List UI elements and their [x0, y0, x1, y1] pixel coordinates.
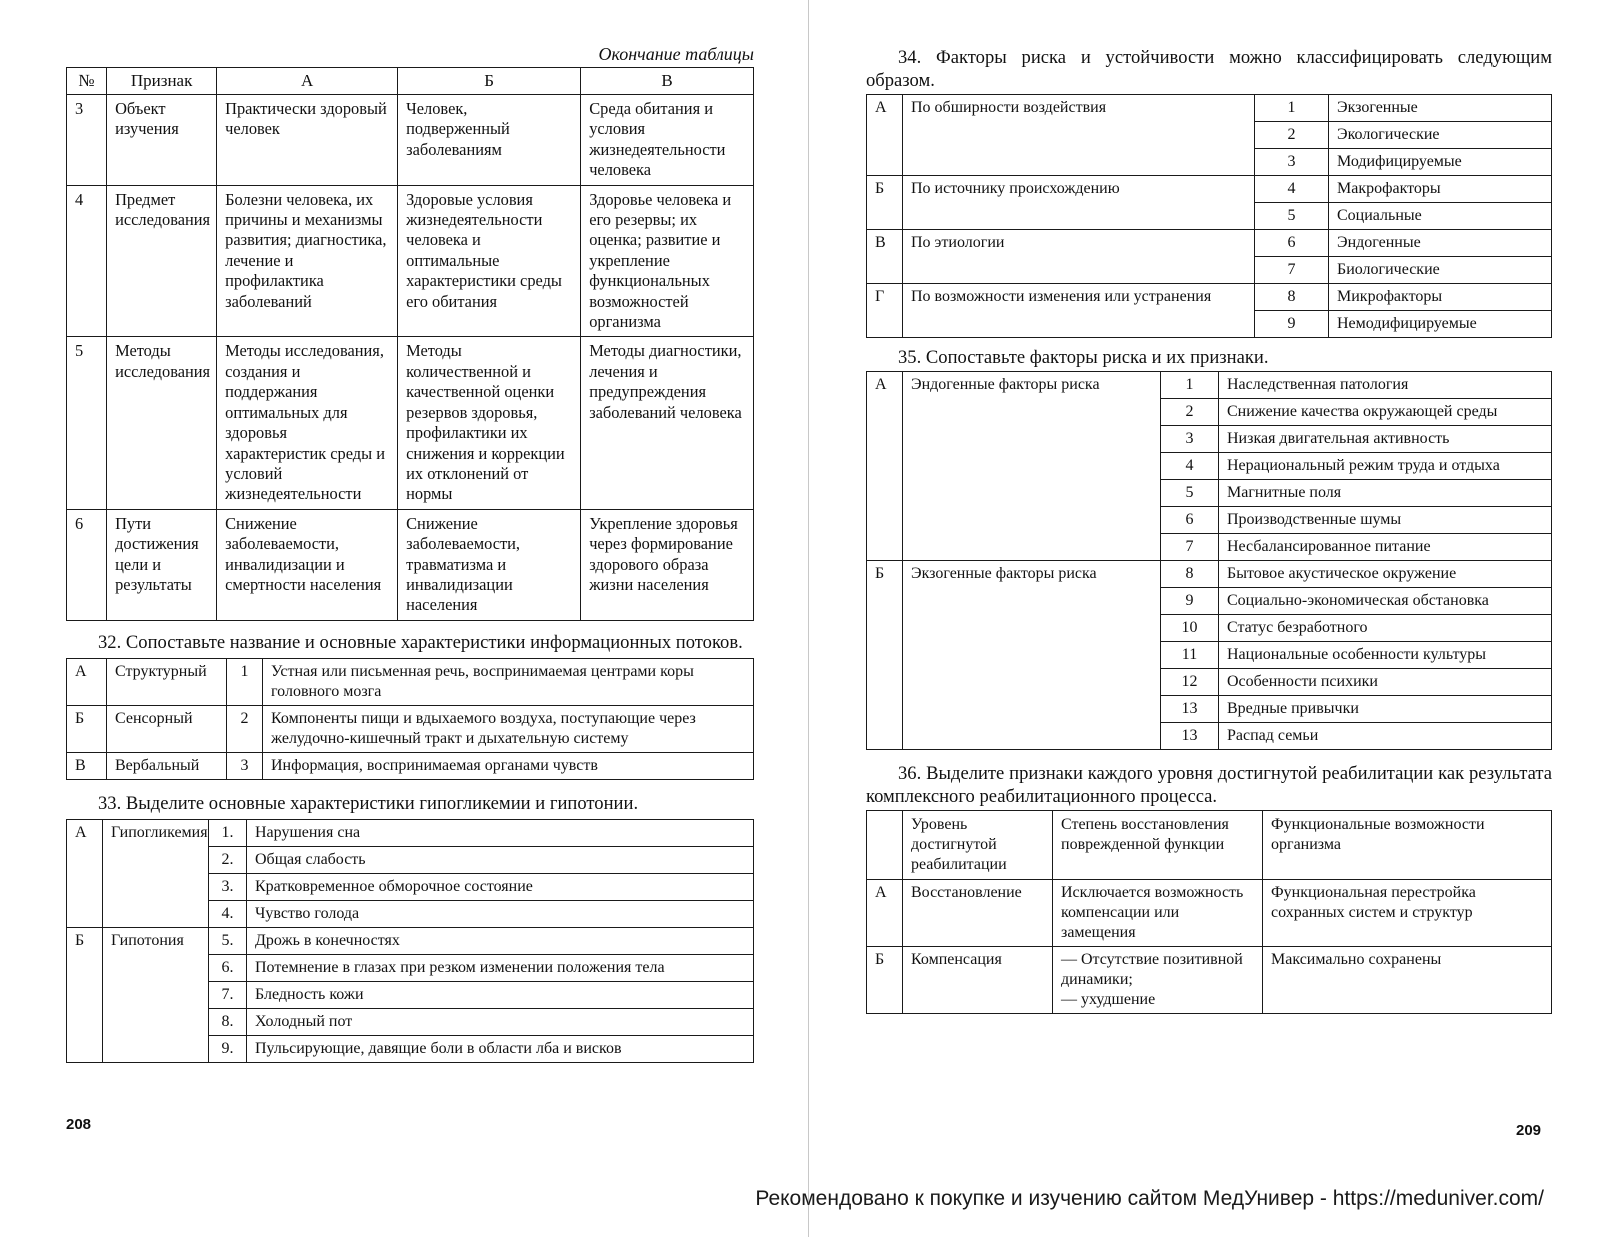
group-name: По обширности воздействия: [903, 95, 1255, 176]
table-cell: Укрепление здоровья через формирование здорового образа жизни населения: [581, 509, 754, 620]
table-row: [867, 372, 1552, 399]
group-letter: А: [867, 95, 903, 176]
item-text: Бледность кожи: [247, 981, 754, 1008]
item-number: 6.: [209, 954, 247, 981]
item-number: 7: [1161, 534, 1219, 561]
q35-heading: 35. Сопоставьте факторы риска и их признаки.: [898, 347, 1269, 368]
item-number: 3: [1255, 149, 1329, 176]
item-text: Экологические: [1329, 122, 1552, 149]
row-number: 6: [67, 509, 107, 620]
item-text: Эндогенные: [1329, 230, 1552, 257]
page-gutter: [808, 0, 809, 1237]
item-number: 12: [1161, 669, 1219, 696]
group-name: Гипотония: [103, 927, 209, 1062]
item-number: 9: [1161, 588, 1219, 615]
table-caption: Окончание таблицы: [598, 44, 754, 64]
group-name: Экзогенные факторы риска: [903, 561, 1161, 750]
q32-table: [66, 658, 754, 780]
item-text: Пульсирующие, давящие боли в области лба и висков: [247, 1035, 754, 1062]
page-number-right: 209: [1516, 1122, 1542, 1139]
item-text: Кратковременное обморочное состояние: [247, 873, 754, 900]
column-header: Б: [398, 68, 581, 95]
page-number-left: 208: [66, 1116, 92, 1133]
item-text: Вредные привычки: [1219, 696, 1552, 723]
item-number: 8.: [209, 1008, 247, 1035]
item-text: Производственные шумы: [1219, 507, 1552, 534]
item-number: 2.: [209, 846, 247, 873]
item-number: 10: [1161, 615, 1219, 642]
item-text: Бытовое акустическое окружение: [1219, 561, 1552, 588]
q36-heading: 36. Выделите признаки каждого уровня достигнутой реабилитации как результата комплексного реабилитационного процесса.: [866, 763, 1552, 807]
item-number: 6: [1255, 230, 1329, 257]
column-header: В: [581, 68, 754, 95]
item-text: Распад семьи: [1219, 723, 1552, 750]
table-row: [67, 819, 754, 846]
item-number: 13: [1161, 723, 1219, 750]
group-name: По источнику происхождению: [903, 176, 1255, 230]
table-cell: Б: [67, 705, 107, 752]
column-header: Степень восстановления поврежденной функции: [1053, 811, 1263, 880]
table-cell: Здоровье человека и его резервы; их оценка; развитие и укрепление функциональных возможностей организма: [581, 185, 754, 337]
table-cell: В: [67, 752, 107, 779]
item-text: Нарушения сна: [247, 819, 754, 846]
table-cell: 3: [227, 752, 263, 779]
table-cell: — Отсутствие позитивной динамики; — ухудшение: [1053, 947, 1263, 1014]
group-letter: Б: [67, 927, 103, 1062]
item-number: 1.: [209, 819, 247, 846]
item-text: Низкая двигательная активность: [1219, 426, 1552, 453]
table-row: [67, 705, 754, 752]
item-text: Снижение качества окружающей среды: [1219, 399, 1552, 426]
item-number: 1: [1255, 95, 1329, 122]
table-cell: Методы диагностики, лечения и предупреждения заболеваний человека: [581, 337, 754, 509]
table-row: [67, 658, 754, 705]
table-row: [867, 230, 1552, 257]
item-text: Национальные особенности культуры: [1219, 642, 1552, 669]
item-text: Модифицируемые: [1329, 149, 1552, 176]
table-cell: Восстановление: [903, 880, 1053, 947]
item-text: Несбалансированное питание: [1219, 534, 1552, 561]
table-row: [67, 752, 754, 779]
table-cell: Практически здоровый человек: [217, 95, 398, 186]
group-name: Эндогенные факторы риска: [903, 372, 1161, 561]
item-text: Общая слабость: [247, 846, 754, 873]
group-letter: А: [867, 372, 903, 561]
item-number: 2: [1161, 399, 1219, 426]
table-cell: Устная или письменная речь, воспринимаемая центрами коры головного мозга: [263, 658, 754, 705]
q36-table: [866, 810, 1552, 1014]
table-cell: Болезни человека, их причины и механизмы развития; диагностика, лечение и профилактика заболеваний: [217, 185, 398, 337]
item-text: Микрофакторы: [1329, 284, 1552, 311]
item-number: 9: [1255, 311, 1329, 338]
table-cell: Объект изучения: [107, 95, 217, 186]
item-number: 7.: [209, 981, 247, 1008]
item-text: Биологические: [1329, 257, 1552, 284]
item-number: 8: [1161, 561, 1219, 588]
row-number: 4: [67, 185, 107, 337]
item-text: Макрофакторы: [1329, 176, 1552, 203]
table-cell: 1: [227, 658, 263, 705]
item-number: 6: [1161, 507, 1219, 534]
table-cell: Методы количественной и качественной оценки резервов здоровья, профилактики их снижения и коррекции их отклонений от нормы: [398, 337, 581, 509]
table-row: [867, 95, 1552, 122]
group-letter: Б: [867, 176, 903, 230]
item-number: 2: [1255, 122, 1329, 149]
item-text: Социальные: [1329, 203, 1552, 230]
table-row: [67, 927, 754, 954]
item-text: Дрожь в конечностях: [247, 927, 754, 954]
item-number: 3.: [209, 873, 247, 900]
column-header: №: [67, 68, 107, 95]
item-text: Чувство голода: [247, 900, 754, 927]
table-row: [67, 337, 754, 509]
table-cell: Структурный: [107, 658, 227, 705]
table-row: [867, 947, 1552, 1014]
table-cell: Методы исследования: [107, 337, 217, 509]
table-cell: Функциональная перестройка сохранных систем и структур: [1263, 880, 1552, 947]
group-name: По возможности изменения или устранения: [903, 284, 1255, 338]
column-header: Уровень достигнутой реабилитации: [903, 811, 1053, 880]
page-209: [866, 46, 1552, 1014]
table-cell: Максимально сохранены: [1263, 947, 1552, 1014]
item-text: Экзогенные: [1329, 95, 1552, 122]
group-name: Гипогликемия: [103, 819, 209, 927]
column-header: Функциональные возможности организма: [1263, 811, 1552, 880]
group-letter: Б: [867, 561, 903, 750]
item-number: 7: [1255, 257, 1329, 284]
item-text: Потемнение в глазах при резком изменении положения тела: [247, 954, 754, 981]
table-row: [67, 509, 754, 620]
row-number: 3: [67, 95, 107, 186]
column-header: Признак: [107, 68, 217, 95]
table-cell: Человек, подверженный заболеваниям: [398, 95, 581, 186]
table-row: [867, 561, 1552, 588]
group-letter: Г: [867, 284, 903, 338]
item-number: 4: [1161, 453, 1219, 480]
group-letter: А: [67, 819, 103, 927]
q33-heading: 33. Выделите основные характеристики гипогликемии и гипотонии.: [98, 792, 639, 814]
item-number: 5: [1255, 203, 1329, 230]
table-cell: Здоровые условия жизнедеятельности человека и оптимальные характеристики среды его обитания: [398, 185, 581, 337]
item-number: 4.: [209, 900, 247, 927]
column-header: А: [217, 68, 398, 95]
group-name: По этиологии: [903, 230, 1255, 284]
table-cell: Исключается возможность компенсации или замещения: [1053, 880, 1263, 947]
comparison-table: [66, 67, 754, 621]
item-text: Немодифицируемые: [1329, 311, 1552, 338]
table-header-row: [67, 68, 754, 95]
item-text: Нерациональный режим труда и отдыха: [1219, 453, 1552, 480]
item-text: Особенности психики: [1219, 669, 1552, 696]
table-cell: Методы исследования, создания и поддержания оптимальных для здоровья характеристик среды и условий жизнедеятельности: [217, 337, 398, 509]
table-cell: Среда обитания и условия жизнедеятельности человека: [581, 95, 754, 186]
table-cell: Компоненты пищи и вдыхаемого воздуха, поступающие через желудочно-кишечный тракт и дыхательную систему: [263, 705, 754, 752]
item-number: 11: [1161, 642, 1219, 669]
item-text: Социально-экономическая обстановка: [1219, 588, 1552, 615]
q34-table: [866, 94, 1552, 338]
item-number: 3: [1161, 426, 1219, 453]
table-row: [867, 880, 1552, 947]
table-cell: Сенсорный: [107, 705, 227, 752]
table-row: [67, 95, 754, 186]
table-cell: А: [867, 880, 903, 947]
item-text: Холодный пот: [247, 1008, 754, 1035]
group-letter: В: [867, 230, 903, 284]
table-cell: А: [67, 658, 107, 705]
q36-header-row: [867, 811, 1552, 880]
item-number: 9.: [209, 1035, 247, 1062]
item-text: Магнитные поля: [1219, 480, 1552, 507]
table-cell: Компенсация: [903, 947, 1053, 1014]
table-cell: Снижение заболеваемости, травматизма и инвалидизации населения: [398, 509, 581, 620]
row-number: 5: [67, 337, 107, 509]
table-cell: Б: [867, 947, 903, 1014]
item-text: Наследственная патология: [1219, 372, 1552, 399]
q35-table: [866, 371, 1552, 750]
item-number: 1: [1161, 372, 1219, 399]
table-cell: Информация, воспринимаемая органами чувств: [263, 752, 754, 779]
table-cell: Вербальный: [107, 752, 227, 779]
table-cell: 2: [227, 705, 263, 752]
table-row: [867, 176, 1552, 203]
column-header: [867, 811, 903, 880]
q33-table: [66, 819, 754, 1063]
q32-heading: 32. Сопоставьте название и основные характеристики информационных потоков.: [98, 631, 743, 653]
item-number: 13: [1161, 696, 1219, 723]
table-row: [67, 185, 754, 337]
table-cell: Пути достижения цели и результаты: [107, 509, 217, 620]
footer-note: Рекомендовано к покупке и изучению сайтом МедУнивер - https://meduniver.com/: [755, 1187, 1544, 1210]
table-row: [867, 284, 1552, 311]
item-number: 8: [1255, 284, 1329, 311]
q34-heading: 34. Факторы риска и устойчивости можно классифицировать следующим образом.: [866, 47, 1552, 91]
item-number: 5: [1161, 480, 1219, 507]
item-number: 4: [1255, 176, 1329, 203]
page-208: [66, 44, 754, 1063]
table-cell: Предмет исследования: [107, 185, 217, 337]
table-cell: Снижение заболеваемости, инвалидизации и смертности населения: [217, 509, 398, 620]
item-number: 5.: [209, 927, 247, 954]
item-text: Статус безработного: [1219, 615, 1552, 642]
